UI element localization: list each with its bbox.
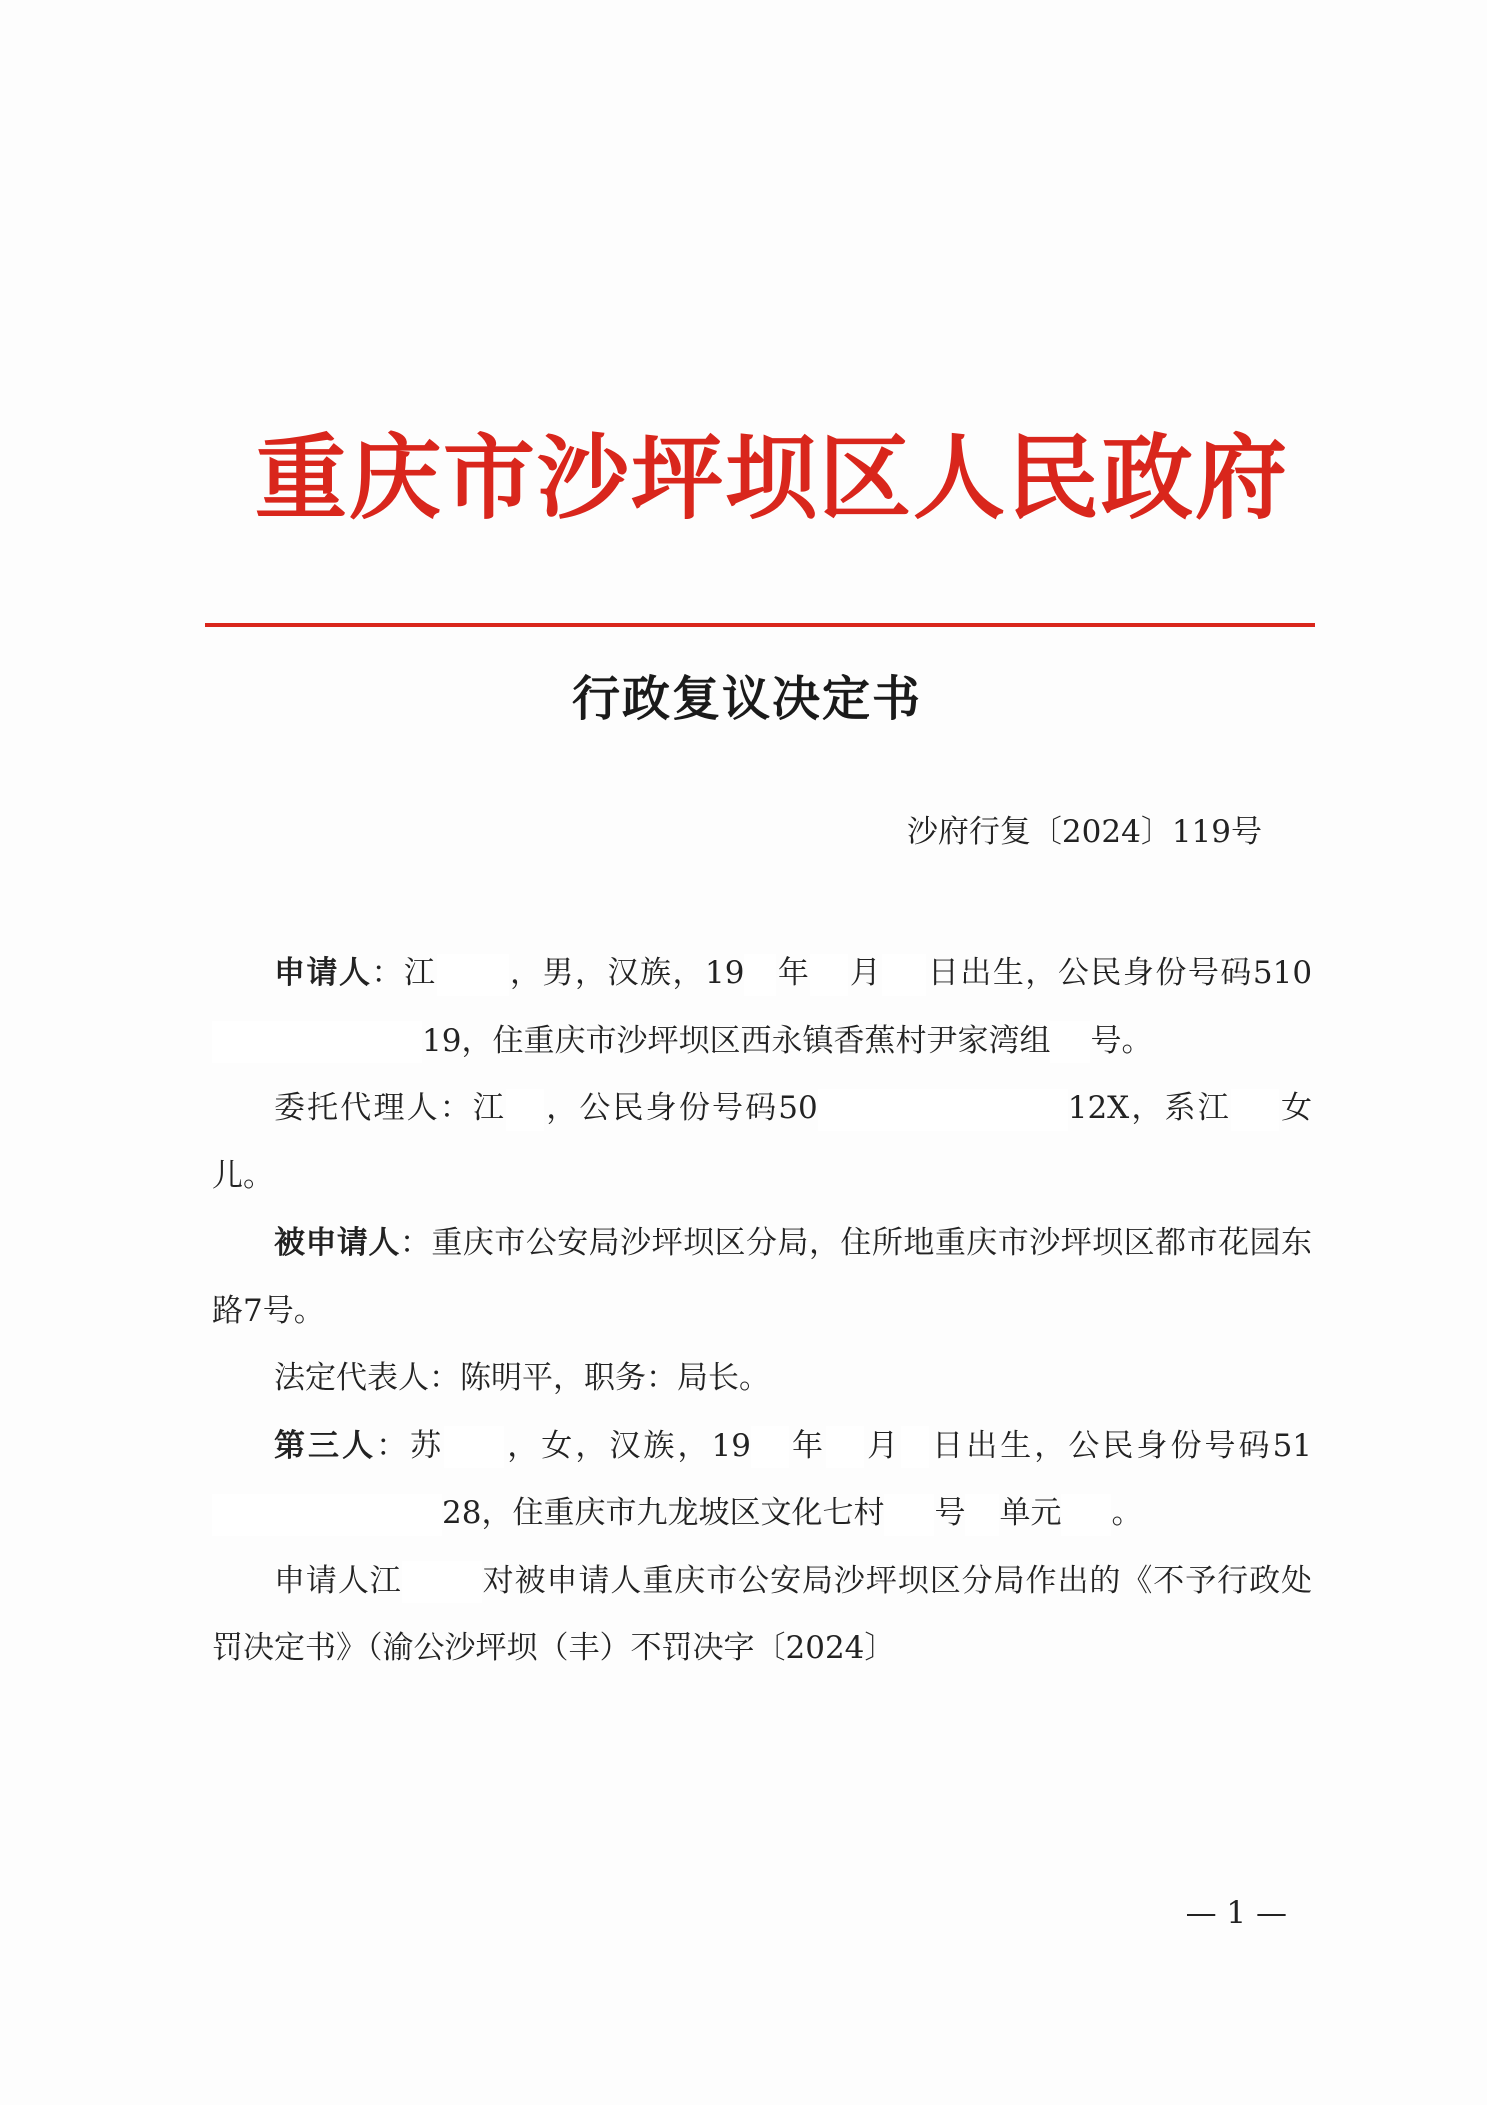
applicant-text: ，男，汉族，19	[508, 955, 745, 991]
respondent-paragraph	[212, 1210, 1312, 1345]
redaction-block	[506, 1089, 544, 1131]
redaction-block	[1061, 1494, 1111, 1536]
third-party-label: 第三人	[274, 1427, 377, 1464]
representative-text: 法定代表人：陈明平，职务：局长。	[274, 1360, 770, 1396]
third-party-text: 月	[864, 1427, 902, 1464]
redaction-block	[818, 1089, 1068, 1131]
redaction-block	[1050, 1021, 1090, 1063]
intro-text: 对被申请人重庆市公安局沙坪坝区分局作出的《不予行政处罚决定书》（渝公沙坪坝（丰）不罚决字〔2024〕	[212, 1562, 1312, 1666]
respondent-text: ：重庆市公安局沙坪坝区分局，住所地重庆市沙坪坝区都市花园东路7号。	[212, 1225, 1312, 1329]
third-party-text: 。	[1111, 1495, 1143, 1531]
applicant-label: 申请人	[274, 955, 372, 991]
redaction-block	[402, 1561, 482, 1603]
redaction-block	[1231, 1089, 1279, 1131]
representative-paragraph	[212, 1345, 1312, 1413]
applicant-text: 号。	[1090, 1022, 1153, 1059]
third-party-text: 号	[934, 1495, 966, 1531]
redaction-block	[212, 1494, 442, 1536]
document-number: 沙府行复〔2024〕119号	[906, 814, 1262, 850]
agent-text: 女儿。	[212, 1090, 1313, 1194]
applicant-paragraph	[212, 940, 1312, 1075]
third-party-text: ：苏	[376, 1427, 445, 1464]
redaction-block	[965, 1494, 999, 1536]
agent-paragraph	[212, 1075, 1312, 1210]
third-party-text: 单元	[999, 1495, 1062, 1531]
intro-text: 申请人江	[274, 1562, 402, 1599]
third-party-text: ，女，汉族，19	[504, 1427, 751, 1464]
third-party-text: 年	[788, 1427, 827, 1464]
applicant-text: ：江	[371, 955, 437, 991]
redaction-block	[744, 954, 776, 996]
agent-text: 12X，系江	[1067, 1090, 1231, 1126]
red-header-divider	[205, 623, 1315, 627]
document-body	[212, 940, 1312, 1683]
agent-text: ，公民身份号码50	[544, 1090, 818, 1126]
intro-paragraph	[212, 1548, 1312, 1683]
redaction-block	[751, 1426, 789, 1468]
applicant-text: 月	[848, 955, 883, 991]
page-number: — 1 —	[1185, 1895, 1287, 1931]
applicant-text: 年	[776, 955, 811, 991]
applicant-text: 日出生，公民身份号码510	[926, 955, 1313, 991]
redaction-block	[444, 1426, 504, 1468]
third-party-text: 日出生，公民身份号码51	[929, 1427, 1313, 1464]
third-party-text: 28，住重庆市九龙坡区文化七村	[442, 1495, 885, 1531]
agent-text: 委托代理人：江	[274, 1090, 507, 1126]
redaction-block	[884, 1494, 934, 1536]
redaction-block	[212, 1021, 422, 1063]
issuing-authority-title: 重庆市沙坪坝区人民政府	[255, 425, 1290, 532]
document-title: 行政复议决定书	[572, 671, 923, 727]
redaction-block	[437, 954, 509, 996]
redaction-block	[810, 954, 848, 996]
third-party-paragraph	[212, 1413, 1312, 1548]
respondent-label: 被申请人	[274, 1225, 400, 1261]
redaction-block	[826, 1426, 864, 1468]
redaction-block	[901, 1426, 929, 1468]
redaction-block	[882, 954, 926, 996]
applicant-text: 19，住重庆市沙坪坝区西永镇香蕉村尹家湾组	[422, 1022, 1051, 1059]
